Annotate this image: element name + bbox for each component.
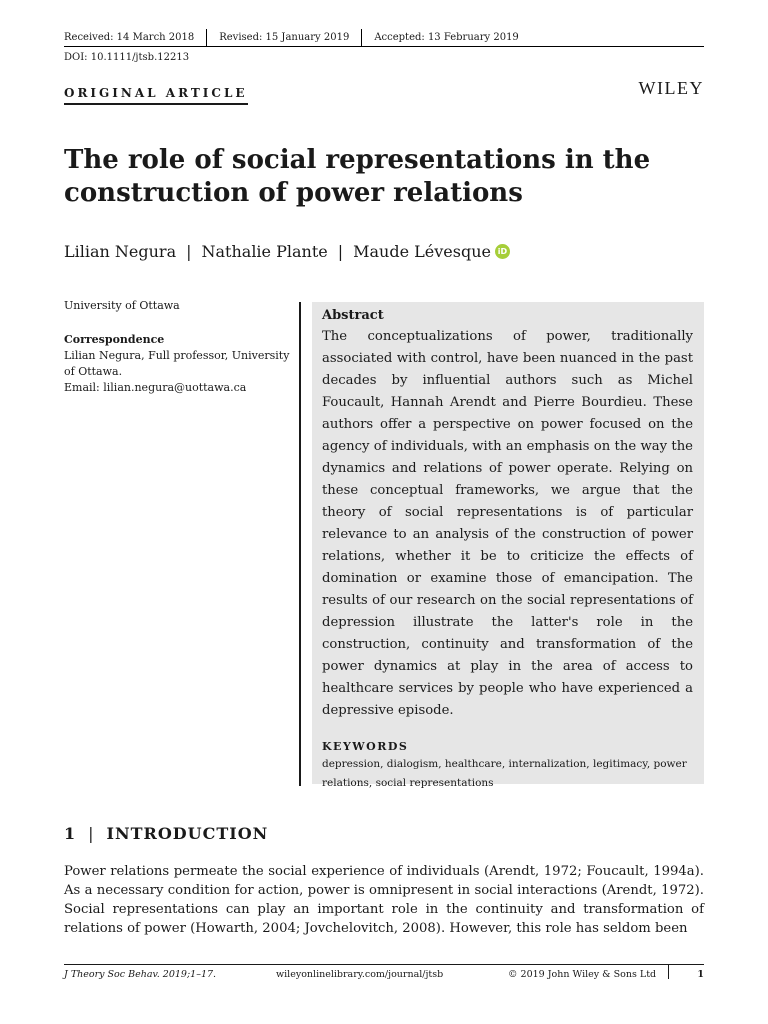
footer-divider — [668, 965, 669, 979]
abstract-heading: Abstract — [322, 308, 384, 323]
correspondence-block — [64, 332, 290, 396]
orcid-icon[interactable]: iD — [495, 244, 510, 259]
section-separator: | — [88, 824, 95, 843]
correspondence-heading: Correspondence — [64, 333, 165, 346]
correspondence-email[interactable]: Email: lilian.negura@uottawa.ca — [64, 381, 247, 394]
author-name[interactable]: Nathalie Plante — [201, 242, 328, 261]
author-name[interactable]: Lilian Negura — [64, 242, 177, 261]
author-name[interactable]: Maude Lévesque — [353, 242, 491, 261]
affiliation: University of Ottawa — [64, 299, 180, 312]
keywords-heading: KEYWORDS — [322, 740, 409, 753]
page-footer — [64, 964, 704, 985]
journal-citation: J Theory Soc Behav. 2019;1–17. — [64, 969, 217, 980]
keywords-list: depression, dialogism, healthcare, internalization, legitimacy, power relations, social representations — [322, 758, 687, 789]
revised-date: Revised: 15 January 2019 — [219, 31, 350, 43]
section-title: INTRODUCTION — [106, 824, 269, 843]
page-number: 1 — [697, 969, 704, 980]
intro-paragraph: Power relations permeate the social experience of individuals (Arendt, 1972; Foucault, 1994a). As a necessary condition for action, power is omnipresent in social interactions (Arendt, 1972). Social representations can play an important role in the continuity and transformation of relations of power (Howarth, 2004; Jovchelovitch, 2008). However, this role has seldom been — [64, 864, 704, 936]
article-dates — [64, 28, 704, 47]
received-date: Received: 14 March 2018 — [64, 31, 195, 43]
journal-url[interactable]: wileyonlinelibrary.com/journal/jtsb — [276, 969, 444, 980]
section-number: 1 — [64, 824, 77, 843]
column-divider — [299, 302, 301, 786]
author-list — [64, 242, 510, 261]
doi[interactable]: DOI: 10.1111/jtsb.12213 — [64, 52, 190, 63]
author-separator: | — [337, 242, 344, 261]
copyright: © 2019 John Wiley & Sons Ltd — [508, 969, 657, 980]
accepted-date: Accepted: 13 February 2019 — [374, 31, 519, 43]
article-title: The role of social representations in the construction of power relations — [64, 145, 651, 208]
article-type: ORIGINAL ARTICLE — [64, 86, 248, 105]
abstract-box — [312, 302, 704, 789]
author-separator: | — [186, 242, 192, 261]
correspondence-text: Lilian Negura, Full professor, University of Ottawa. — [64, 349, 290, 378]
abstract-text: The conceptualizations of power, traditionally associated with control, have been nuanced in the past decades by influential authors such as Michel Foucault, Hannah Arendt and Pierre Bourdieu. These authors offer a perspective on power focused on the agency of individuals, with an emphasis on the way the dynamics and relations of power operate. Relying on these conceptual frameworks, we argue that the theory of social representations is of particular relevance to an analysis of the construction of power relations, whether it be to criticize the effects of domination or examine those of emancipation. The results of our research on the social representations of depression illustrate the latter's role in the construction, continuity and transformation of the power dynamics at play in the area of access to healthcare services by people who have experienced a depressive episode. — [322, 329, 693, 718]
section-heading — [64, 824, 268, 843]
publisher-logo: WILEY — [638, 78, 704, 98]
